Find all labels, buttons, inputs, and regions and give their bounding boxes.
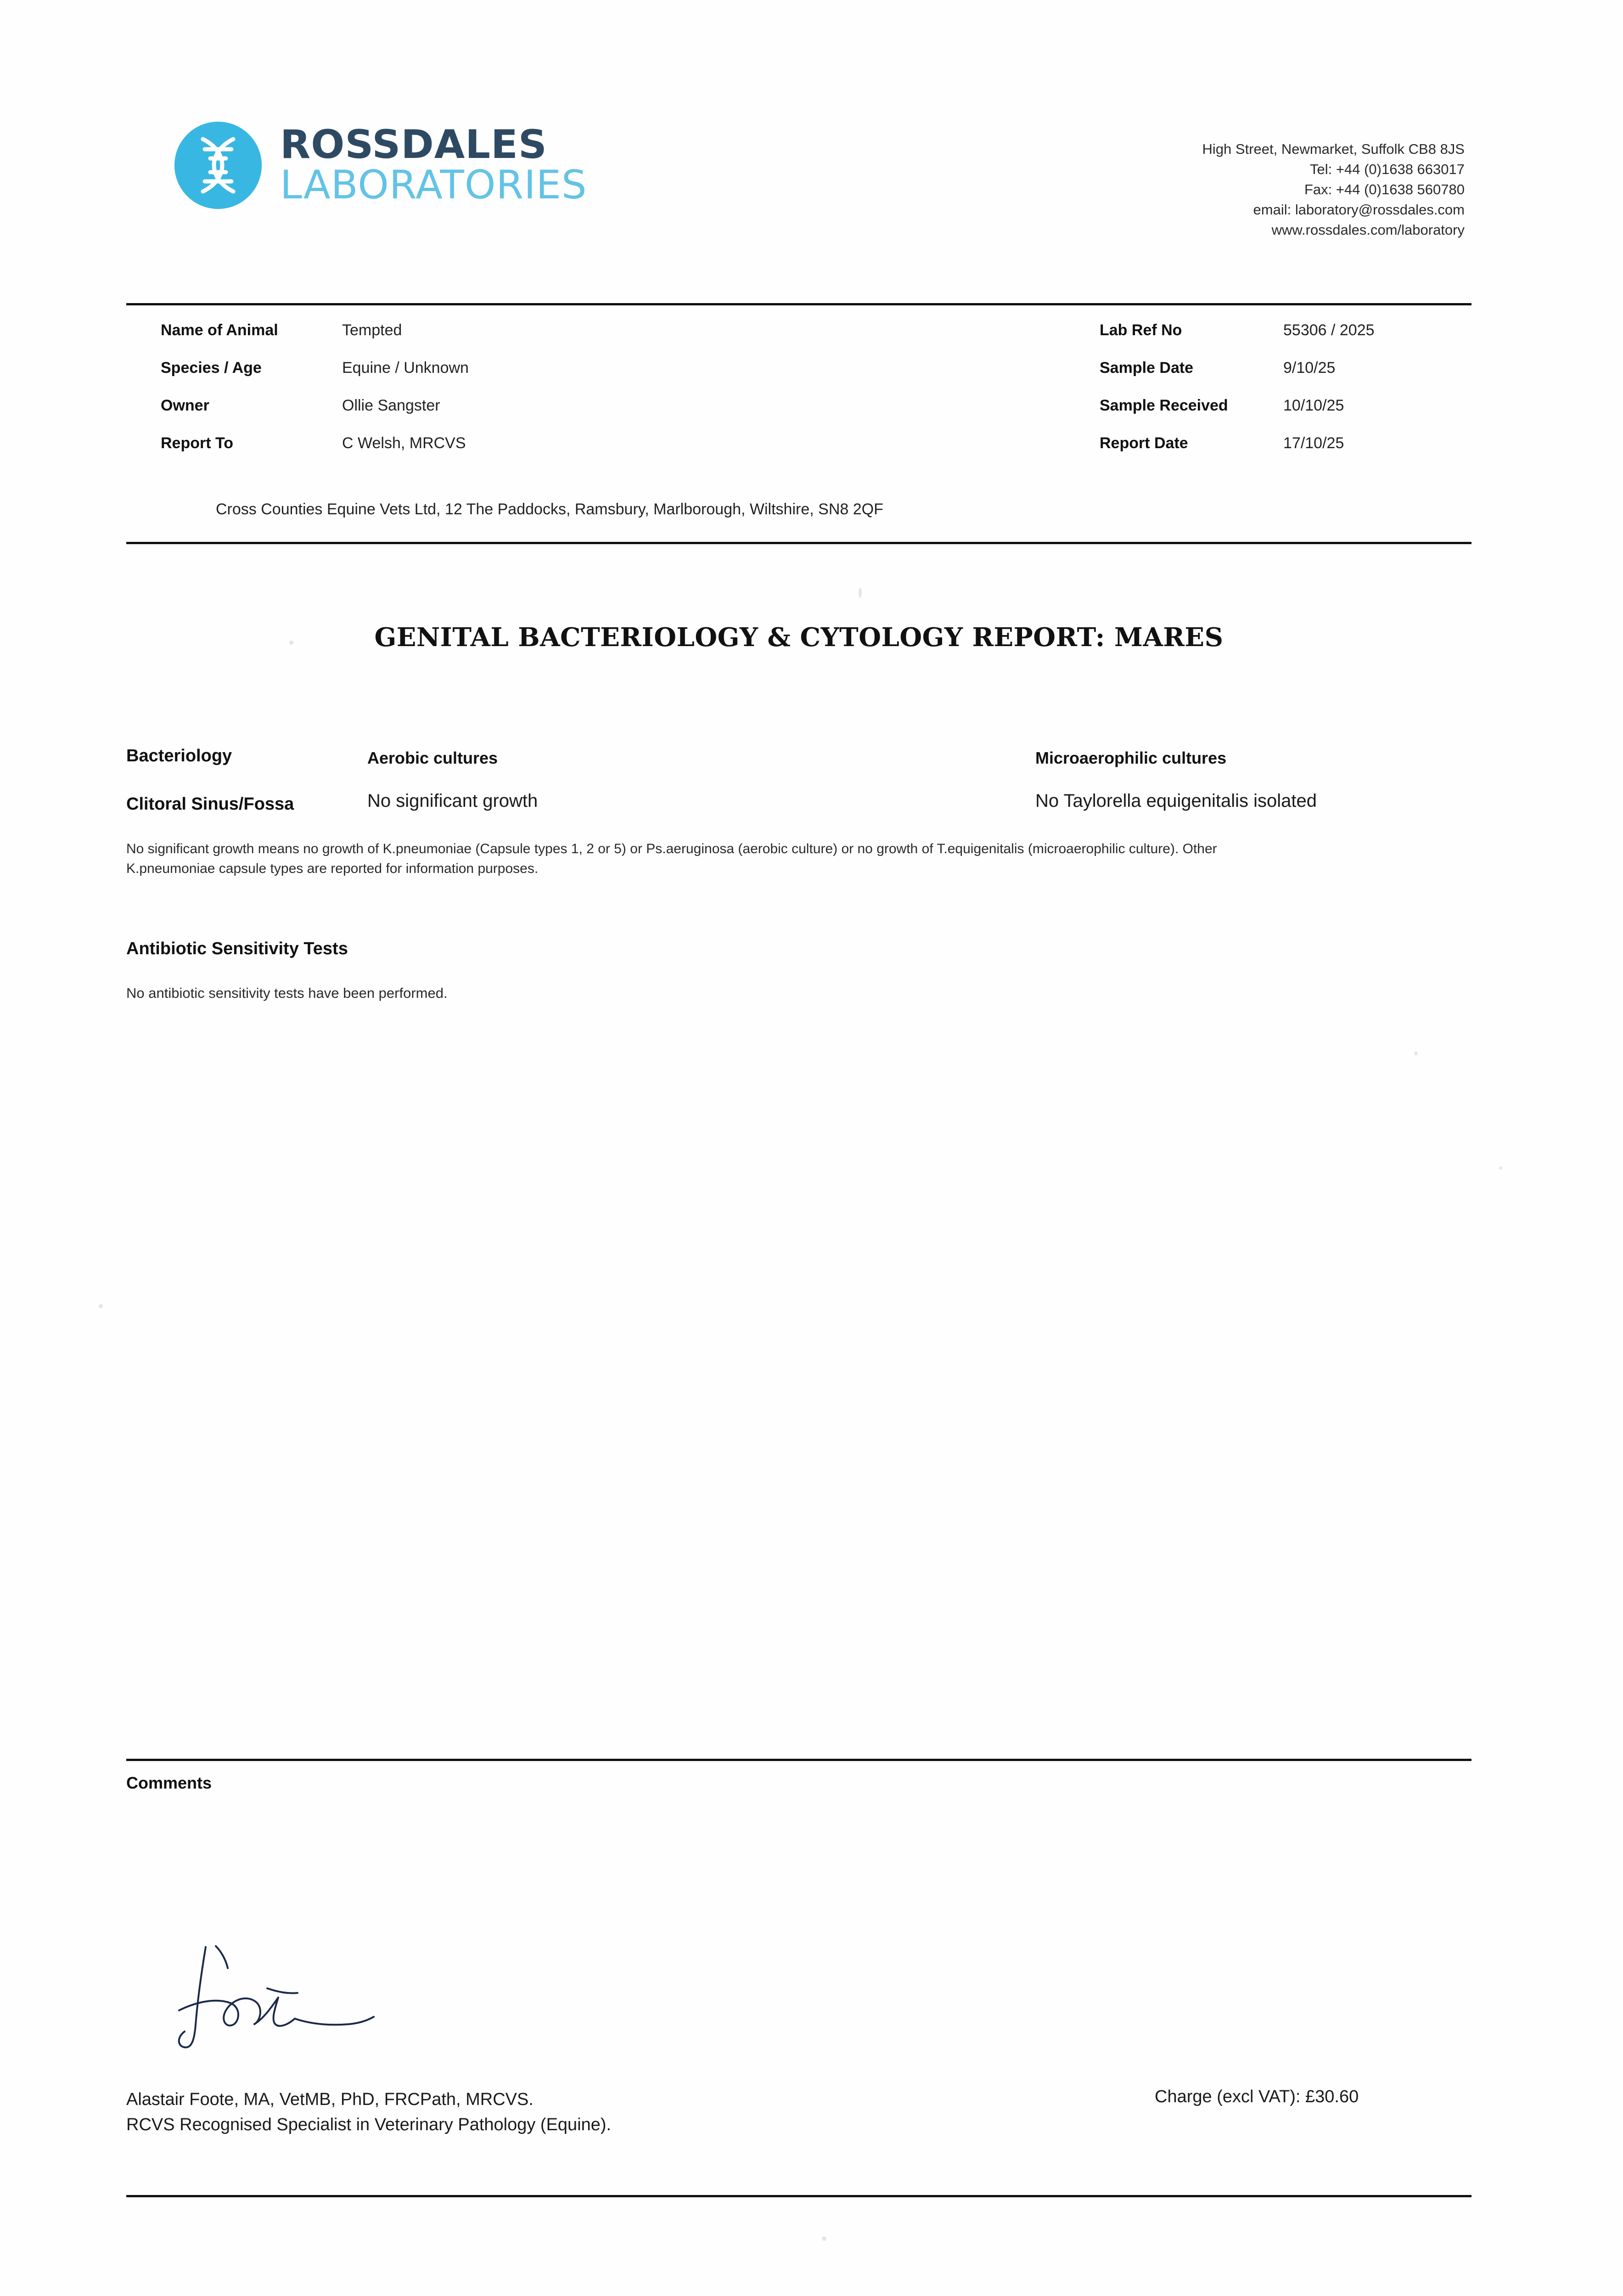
bacteriology-note: No significant growth means no growth of K.pneumoniae (Capsule types 1, 2 or 5) or Ps.aeruginosa (aerobic culture) or no growth of T.equigenitalis (microaerophilic culture). Other K.pneumoniae capsule types are reported for information purposes. <box>126 841 1217 876</box>
scan-speck <box>1499 1166 1502 1170</box>
detail-label-owner: Owner <box>161 397 209 414</box>
scan-speck <box>859 588 862 598</box>
column-header-microaerophilic-cultures: Microaerophilic cultures <box>1035 748 1227 767</box>
detail-label-sample-date: Sample Date <box>1100 359 1194 377</box>
document-header <box>174 122 1465 241</box>
section-label-bacteriology: Bacteriology <box>126 746 232 765</box>
details-row <box>126 434 1471 472</box>
divider-bottom <box>126 2195 1471 2197</box>
antibiotic-sensitivity-text: No antibiotic sensitivity tests have been performed. <box>126 985 448 1001</box>
contact-web: www.rossdales.com/laboratory <box>1271 222 1465 238</box>
detail-practice-address: Cross Counties Equine Vets Ltd, 12 The Paddocks, Ramsbury, Marlborough, Wiltshire, SN8 2QF <box>216 501 883 518</box>
detail-value-report-to: C Welsh, MRCVS <box>342 434 466 452</box>
detail-value-lab-ref-no: 55306 / 2025 <box>1283 321 1375 339</box>
column-header-aerobic-cultures: Aerobic cultures <box>367 748 498 767</box>
divider-comments <box>126 1759 1471 1761</box>
comments-label: Comments <box>126 1773 212 1792</box>
detail-label-lab-ref-no: Lab Ref No <box>1100 321 1182 339</box>
signatory-block <box>126 2087 611 2138</box>
details-row <box>126 359 1471 397</box>
divider-details-bottom <box>126 542 1471 544</box>
detail-value-sample-received: 10/10/25 <box>1283 397 1344 414</box>
page-title: GENITAL BACTERIOLOGY & CYTOLOGY REPORT: MARES <box>374 622 1224 653</box>
contact-tel: Tel: +44 (0)1638 663017 <box>1310 161 1465 178</box>
detail-label-report-date: Report Date <box>1100 434 1188 452</box>
divider-top <box>126 303 1471 305</box>
detail-value-species-age: Equine / Unknown <box>342 359 469 377</box>
charge-amount: Charge (excl VAT): £30.60 <box>1155 2087 1359 2106</box>
dna-helix-icon <box>174 122 262 209</box>
scan-speck <box>822 2236 826 2241</box>
detail-label-name-of-animal: Name of Animal <box>161 321 278 339</box>
scan-speck <box>1414 1052 1418 1055</box>
detail-value-report-date: 17/10/25 <box>1283 434 1344 452</box>
contact-fax: Fax: +44 (0)1638 560780 <box>1304 181 1465 198</box>
logo-wordmark <box>280 122 587 208</box>
scan-speck <box>99 1304 103 1308</box>
detail-value-name-of-animal: Tempted <box>342 321 402 339</box>
contact-address: High Street, Newmarket, Suffolk CB8 8JS <box>1202 141 1465 157</box>
result-aerobic: No significant growth <box>367 791 538 811</box>
logo-line-1: ROSSDALES <box>280 122 547 168</box>
detail-label-sample-received: Sample Received <box>1100 397 1228 414</box>
rossdales-logo <box>174 122 587 209</box>
detail-label-species-age: Species / Age <box>161 359 262 377</box>
logo-line-2: LABORATORIES <box>280 162 587 208</box>
details-row <box>126 397 1471 434</box>
detail-value-owner: Ollie Sangster <box>342 397 440 414</box>
handwritten-signature <box>152 1933 473 2071</box>
details-row <box>126 321 1471 359</box>
detail-value-sample-date: 9/10/25 <box>1283 359 1336 377</box>
detail-label-report-to: Report To <box>161 434 234 452</box>
result-microaerophilic: No Taylorella equigenitalis isolated <box>1035 791 1317 811</box>
row-label-clitoral-sinus-fossa: Clitoral Sinus/Fossa <box>126 794 294 814</box>
signatory-name: Alastair Foote, MA, VetMB, PhD, FRCPath, MRCVS. <box>126 2090 534 2109</box>
scan-speck <box>289 641 293 645</box>
patient-details <box>126 321 1471 472</box>
contact-email: email: laboratory@rossdales.com <box>1253 202 1465 218</box>
contact-block <box>1202 139 1465 240</box>
section-title-antibiotic-sensitivity: Antibiotic Sensitivity Tests <box>126 939 348 958</box>
signatory-qualification: RCVS Recognised Specialist in Veterinary Pathology (Equine). <box>126 2115 612 2135</box>
